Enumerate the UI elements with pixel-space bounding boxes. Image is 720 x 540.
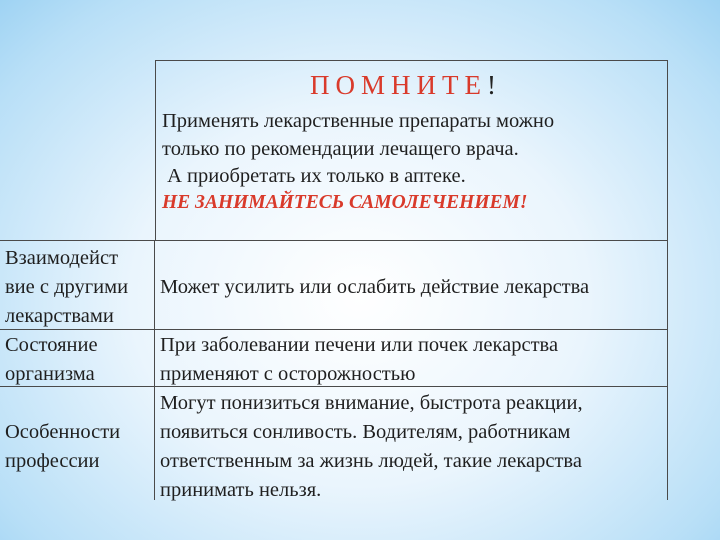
table-row-label: Взаимодейст вие с другими лекарствами xyxy=(5,247,129,327)
warning-text: НЕ ЗАНИМАЙТЕСЬ САМОЛЕЧЕНИЕМ! xyxy=(162,192,528,213)
table-right-border xyxy=(667,240,668,500)
table-column-divider xyxy=(154,240,155,500)
table-top-border xyxy=(0,240,668,241)
intro-line-1: Применять лекарственные препараты можно xyxy=(162,110,555,132)
table-row-text: Может усилить или ослабить действие лекарства xyxy=(160,276,590,298)
title-letters: ПОМНИТЕ xyxy=(310,70,487,100)
page-title xyxy=(310,70,496,101)
intro-line-3: А приобретать их только в аптеке. xyxy=(162,165,466,187)
intro-line-2: только по рекомендации лечащего врача. xyxy=(162,138,519,160)
title-exclamation: ! xyxy=(487,70,496,100)
table-row-label: Особенности профессии xyxy=(5,421,121,472)
table-row-label: Состояние организма xyxy=(5,334,98,385)
table-row-text: Могут понизиться внимание, быстрота реакции, появиться сонливость. Водителям, работникам ответственным за жизнь людей, такие лекарства принимать нельзя. xyxy=(160,392,583,501)
table-row-text: При заболевании печени или почек лекарства применяют с осторожностью xyxy=(160,334,559,385)
